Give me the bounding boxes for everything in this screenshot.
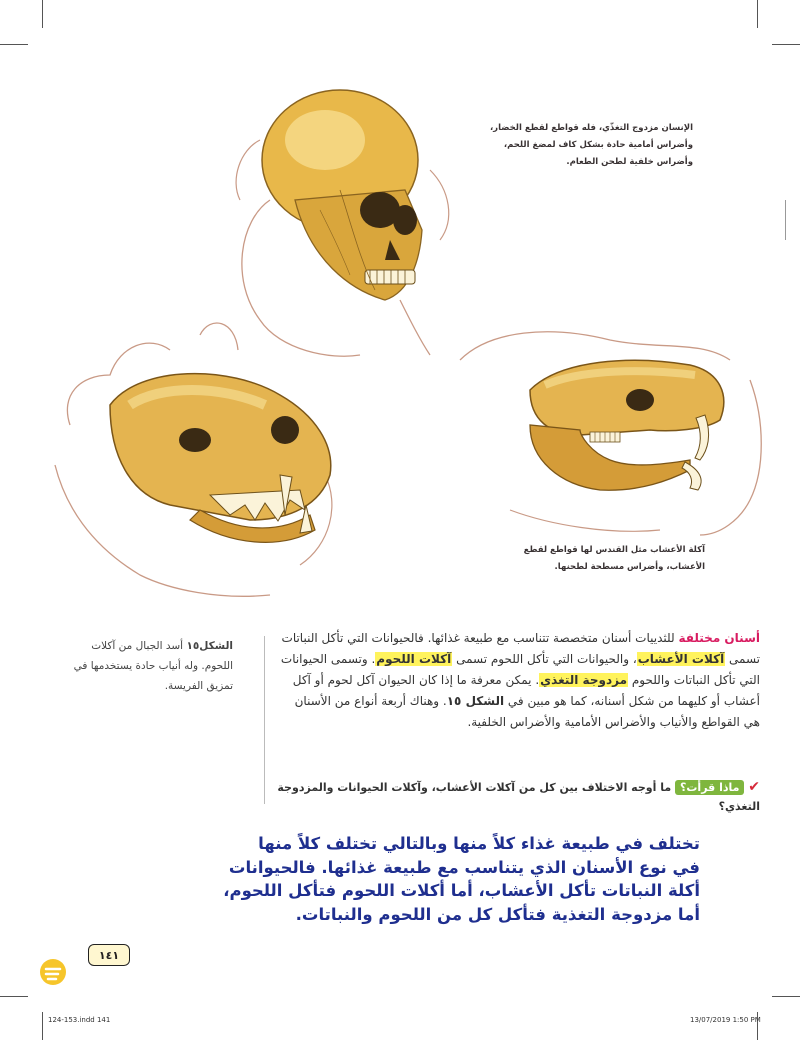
section-heading: أسنان مختلفة xyxy=(678,631,760,645)
crop-mark xyxy=(785,200,786,240)
crop-mark xyxy=(757,0,758,28)
body-text-3: . وتسمى الحيوانات التي تأكل النباتات واللحوم xyxy=(280,652,760,687)
crop-mark xyxy=(772,996,800,997)
body-text-4: . يمكن معرفة ما إذا كان الحيوان آكل لحوم أو آكل أعشاب أو كليهما من شكل أسنانه، كما هو مبين في xyxy=(292,673,760,708)
term-omnivores: مزدوجة التغذي xyxy=(540,673,627,687)
term-carnivores: آكلات اللحوم xyxy=(376,652,452,666)
beaver-skull-illustration xyxy=(450,320,780,540)
crop-mark xyxy=(0,44,28,45)
footer-date: 13/07/2019 1:50 PM xyxy=(690,1016,761,1024)
checkmark-icon: ✔ xyxy=(748,779,760,795)
answer-line: أما مزدوجة التغذية فتأكل كل من اللحوم والنباتات. xyxy=(295,904,700,924)
crop-mark xyxy=(772,44,800,45)
body-text-5: . وهناك أربعة أنواع من الأسنان هي القواطع والأنياب والأضراس الأمامية والأضراس الخلفية. xyxy=(294,694,760,729)
term-herbivores: آكلات الأعشاب xyxy=(637,652,725,666)
body-text-2: ، والحيوانات التي تأكل اللحوم تسمى xyxy=(456,652,637,666)
crop-mark xyxy=(0,996,28,997)
figure-15-label: الشكل١٥ xyxy=(186,640,233,652)
page-number: ١٤١ xyxy=(88,944,130,966)
body-text-1: للثدييات أسنان متخصصة تتناسب مع طبيعة غذائها. فالحيوانات التي تأكل النباتات تسمى xyxy=(281,631,760,666)
answer-text xyxy=(160,832,700,926)
figure-reference: الشكل ١٥ xyxy=(446,694,505,708)
crop-mark xyxy=(42,0,43,28)
footer-file: 124-153.indd 141 xyxy=(48,1016,111,1024)
column-divider xyxy=(264,636,265,804)
reading-check-question: ما أوجه الاختلاف بين كل من آكلات الأعشاب، وآكلات الحيوانات والمزدوجة التغذي؟ xyxy=(277,781,760,813)
crop-mark xyxy=(42,1012,43,1040)
publisher-logo-icon xyxy=(38,957,68,987)
body-paragraph xyxy=(275,628,760,733)
answer-line: أكلة النباتات تأكل الأعشاب، أما أكلات اللحوم فتأكل اللحوم، xyxy=(223,881,700,900)
answer-line: في نوع الأسنان الذي يتناسب مع طبيعة غذائها. فالحيوانات xyxy=(228,857,700,877)
beaver-skull-caption: آكلة الأعشاب مثل القندس لها قواطع لقطع الأعشاب، وأضراس مسطحة لطحنها. xyxy=(523,545,705,572)
human-skull-caption: الإنسان مزدوج التغذّي، فله قواطع لقطع الخضار، وأضراس أمامية حادة بشكل كاف لمضغ اللحم، وأضراس خلفية لطحن الطعام. xyxy=(489,123,693,167)
lion-skull-illustration xyxy=(50,305,360,605)
answer-line: تختلف في طبيعة غذاء كلاً منها وبالتالي تختلف كلاً منها xyxy=(258,834,700,853)
reading-check xyxy=(275,778,760,816)
reading-check-label: ماذا قرأت؟ xyxy=(675,780,744,795)
figure-15-caption xyxy=(58,636,233,696)
figure-15-text: أسد الجبال من آكلات اللحوم. وله أنياب حادة يستخدمها في تمزيق الفريسة. xyxy=(73,640,233,692)
